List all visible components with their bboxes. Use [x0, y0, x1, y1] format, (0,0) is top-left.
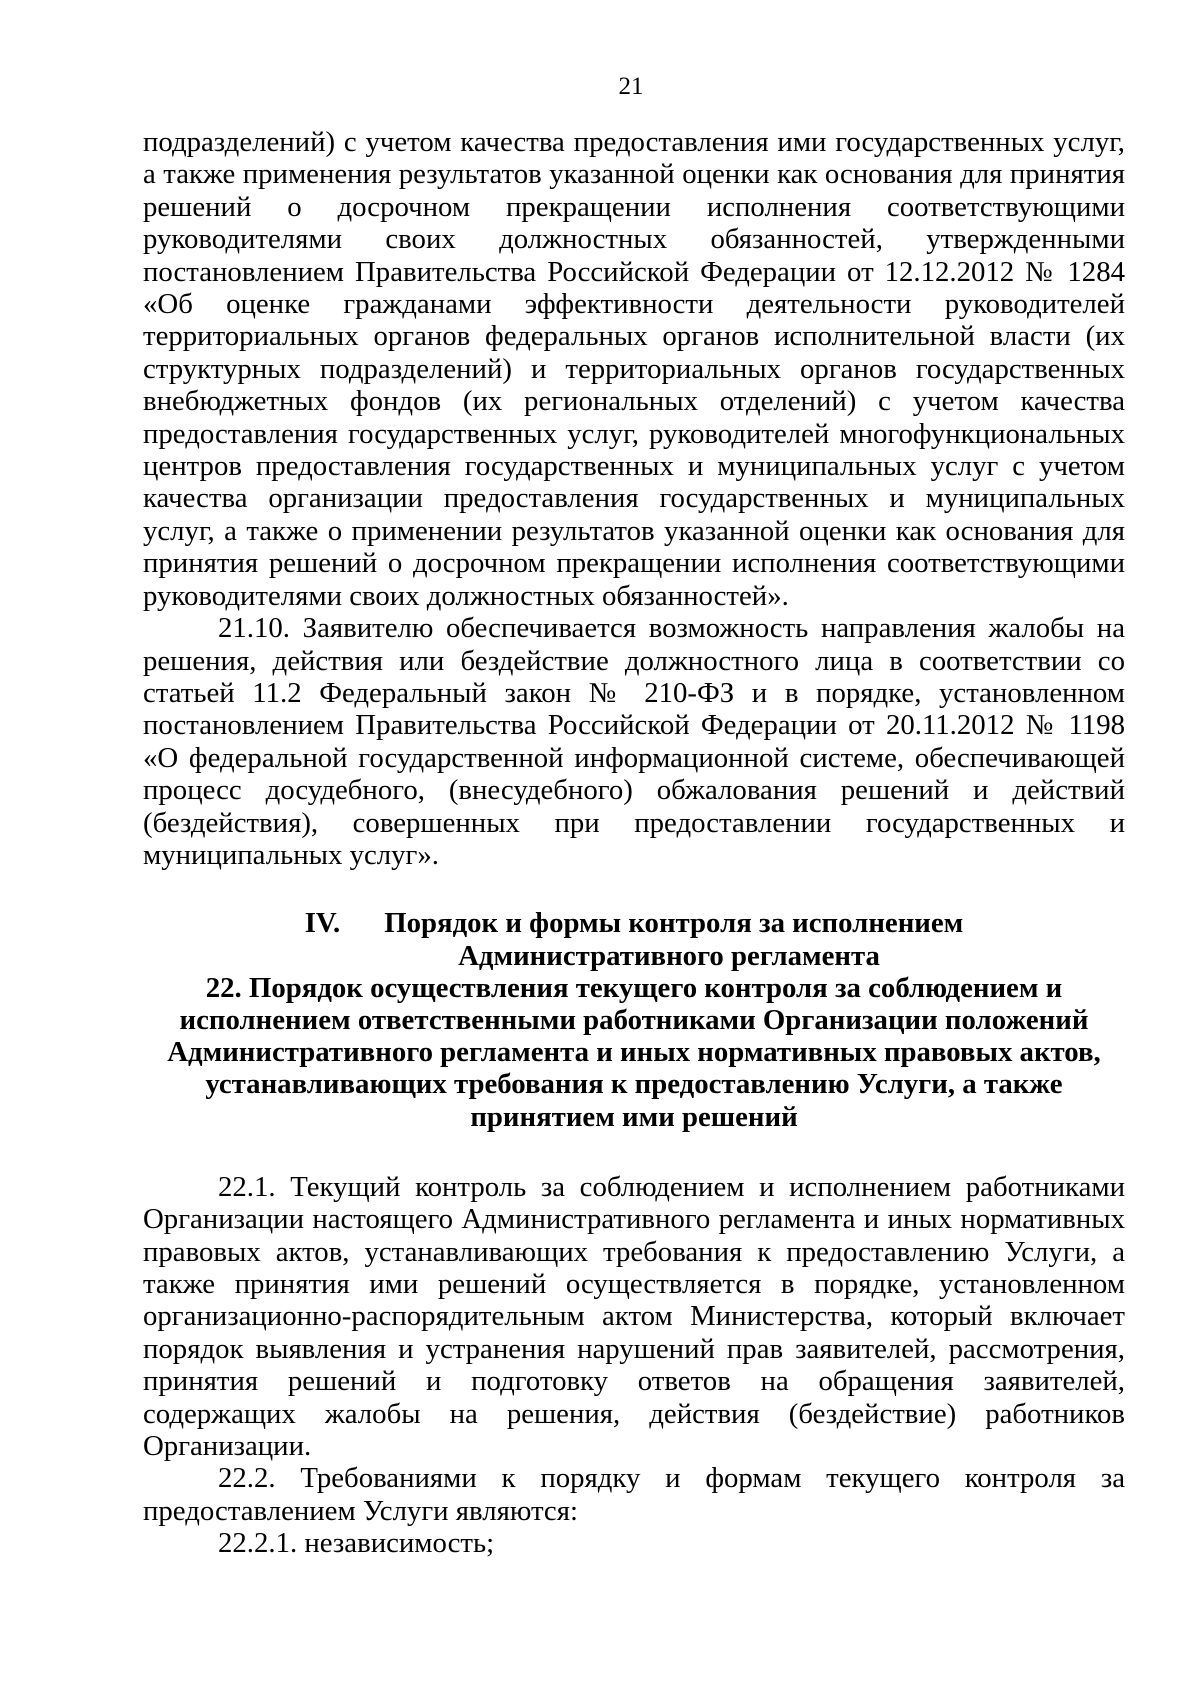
- paragraph-22-1: 22.1. Текущий контроль за соблюдением и исполнением работниками Организации настоящего Административного регламента и иных нормативных правовых актов, устанавливающих требования к предоставлению Услуги, а также принятия ими решений осуществляется в порядке, установленном организационно-распорядительным актом Министерства, который включает порядок выявления и устранения нарушений прав заявителей, рассмотрения, принятия решений и подготовку ответов на обращения заявителей, содержащих жалобы на решения, действия (бездействие) работников Организации.: [143, 1170, 1125, 1463]
- subsection-heading-line: исполнением ответственными работниками Организации положений: [179, 1003, 1089, 1036]
- subsection-heading: [143, 972, 1125, 1133]
- section-title-line1: Порядок и формы контроля за исполнением: [384, 907, 964, 940]
- paragraph-22-2-1: 22.2.1. независимость;: [218, 1527, 495, 1560]
- section-title-line2: Административного регламента: [458, 939, 880, 972]
- paragraph-21-10: 21.10. Заявителю обеспечивается возможность направления жалобы на решения, действия или бездействие должностного лица в соответствии со статьей 11.2 Федеральный закон № 210-ФЗ и в порядке, установленном постановлением Правительства Российской Федерации от 20.11.2012 № 1198 «О федеральной государственной информационной системе, обеспечивающей процесс досудебного, (внесудебного) обжалования решений и действий (бездействия), совершенных при предоставлении государственных и муниципальных услуг».: [143, 612, 1125, 871]
- subsection-heading-line: принятием ими решений: [470, 1100, 798, 1133]
- paragraph-22-2: 22.2. Требованиями к порядку и формам текущего контроля за предоставлением Услуги являются:: [143, 1462, 1125, 1527]
- paragraph-continuation: подразделений) с учетом качества предоставления ими государственных услуг, а также применения результатов указанной оценки как основания для принятия решений о досрочном прекращении исполнения соответствующими руководителями своих должностных обязанностей, утвержденными постановлением Правительства Российской Федерации от 12.12.2012 № 1284 «Об оценке гражданами эффективности деятельности руководителей территориальных органов федеральных органов исполнительной власти (их структурных подразделений) и территориальных органов государственных внебюджетных фондов (их региональных отделений) с учетом качества предоставления государственных услуг, руководителей многофункциональных центров предоставления государственных и муниципальных услуг с учетом качества организации предоставления государственных и муниципальных услуг, а также о применении результатов указанной оценки как основания для принятия решений о досрочном прекращении исполнения соответствующими руководителями своих должностных обязанностей».: [143, 126, 1125, 612]
- section-heading: [143, 907, 1125, 971]
- subsection-heading-line: Административного регламента и иных нормативных правовых актов,: [167, 1036, 1101, 1069]
- subsection-heading-line: устанавливающих требования к предоставлению Услуги, а также: [205, 1068, 1063, 1101]
- subsection-heading-line: 22. Порядок осуществления текущего контроля за соблюдением и: [205, 971, 1063, 1004]
- page-number: 21: [618, 73, 644, 100]
- section-number: IV.: [304, 907, 341, 940]
- document-body: [143, 126, 1125, 1560]
